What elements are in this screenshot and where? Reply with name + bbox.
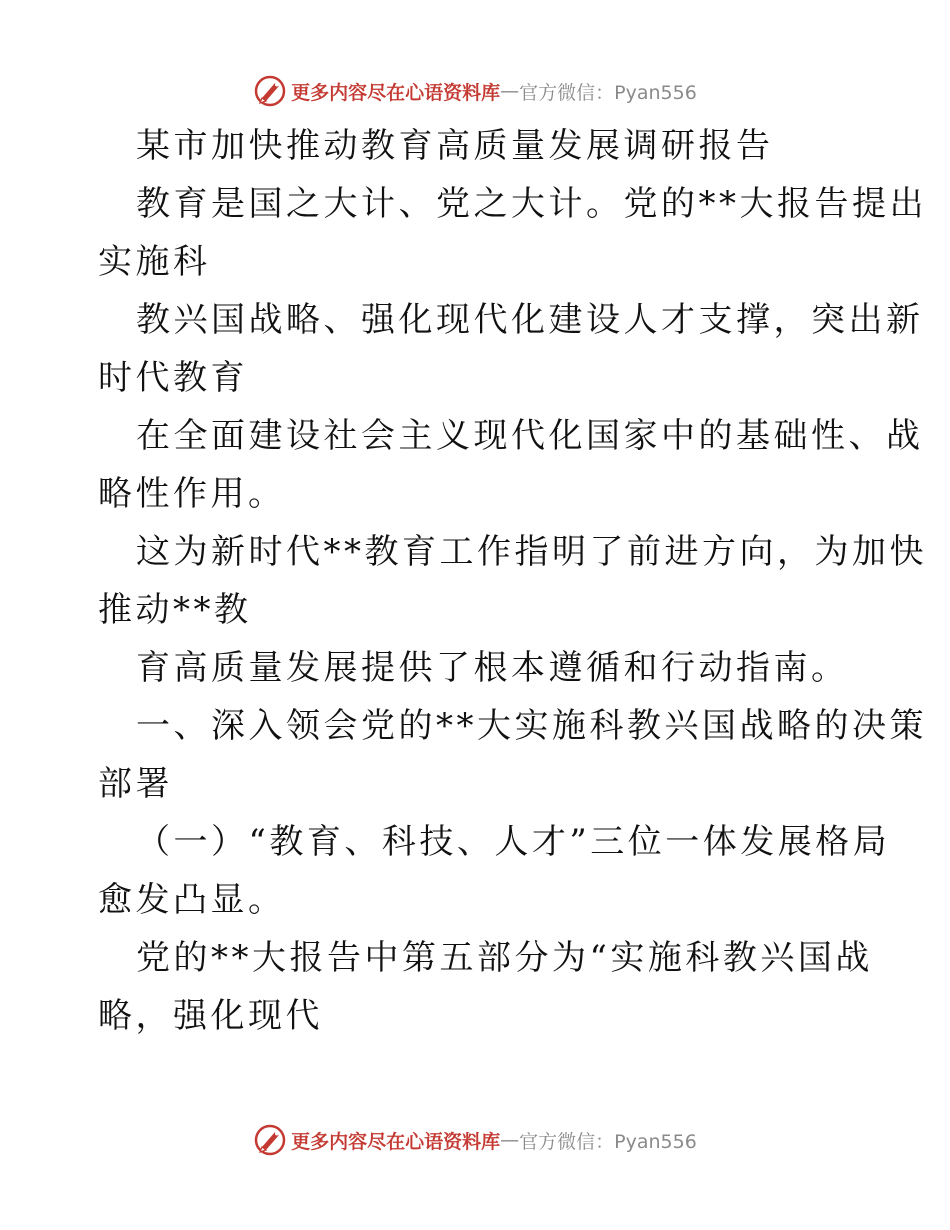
section-heading: 一、深入领会党的**大实施科教兴国战略的决策: [136, 706, 927, 746]
subsection-heading-cont: 愈发凸显。: [98, 880, 286, 920]
text-line: 教育是国之大计、党之大计。党的**大报告提出: [136, 184, 927, 224]
text-line: 教兴国战略、强化现代化建设人才支撑，突出新: [136, 300, 924, 340]
footer-watermark-banner: [0, 1120, 950, 1160]
section-heading-cont: 部署: [98, 764, 173, 804]
text-line: 略，强化现代: [98, 996, 323, 1036]
text-line: 略性作用。: [98, 474, 286, 514]
text-line: 时代教育: [98, 358, 248, 398]
banner-wechat: 官方微信：Pyan556: [519, 81, 697, 104]
banner-site-name: 更多内容尽在心语资料库: [291, 81, 501, 104]
text-line: 这为新时代**教育工作指明了前进方向，为加快: [136, 532, 927, 572]
banner-wechat: 官方微信：Pyan556: [519, 1130, 697, 1153]
text-line: 在全面建设社会主义现代化国家中的基础性、战: [136, 416, 924, 456]
brand-logo-icon: [253, 74, 287, 108]
subsection-heading: （一）“教育、科技、人才”三位一体发展格局: [136, 822, 891, 862]
text-line: 育高质量发展提供了根本遵循和行动指南。: [136, 648, 849, 688]
document-title: 某市加快推动教育高质量发展调研报告: [136, 126, 774, 166]
header-watermark-banner: [0, 71, 950, 111]
text-line: 党的**大报告中第五部分为“实施科教兴国战: [136, 938, 873, 978]
document-body: [98, 117, 927, 1045]
banner-site-name: 更多内容尽在心语资料库: [291, 1130, 501, 1153]
text-line: 推动**教: [98, 590, 252, 630]
brand-logo-icon: [253, 1123, 287, 1157]
banner-dash: —: [500, 1129, 520, 1151]
banner-dash: —: [500, 80, 520, 102]
text-line: 实施科: [98, 242, 211, 282]
